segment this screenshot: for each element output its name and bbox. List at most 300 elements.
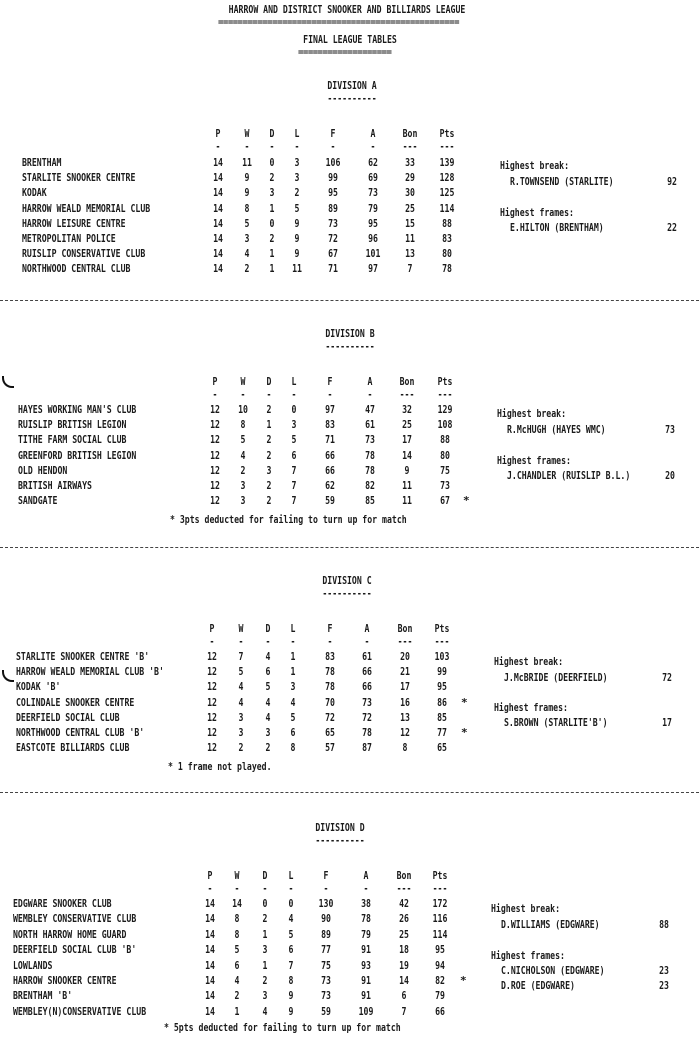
table-cell: 8 — [244, 203, 250, 215]
table-cell: 96 — [368, 233, 378, 245]
division-title-underline: ---------- — [325, 341, 375, 353]
table-cell: 85 — [365, 495, 375, 507]
table-cell: 95 — [437, 681, 447, 693]
team-name: NORTHWOOD CENTRAL CLUB — [22, 263, 131, 275]
table-cell: 59 — [325, 495, 335, 507]
column-header-rule: - — [330, 141, 336, 153]
column-header: Pts — [437, 376, 453, 388]
column-header-rule: - — [370, 141, 376, 153]
table-cell: 33 — [405, 157, 415, 169]
column-header-rule: - — [238, 636, 244, 648]
table-cell: 95 — [435, 944, 445, 956]
team-name: WEMBLEY(N)CONSERVATIVE CLUB — [13, 1006, 147, 1018]
table-cell: 2 — [262, 913, 268, 925]
table-cell: 80 — [442, 248, 452, 260]
table-cell: 6 — [234, 960, 240, 972]
table-cell: 78 — [361, 913, 371, 925]
table-cell: 89 — [321, 929, 331, 941]
table-cell: 2 — [266, 404, 272, 416]
table-cell: 91 — [361, 990, 371, 1002]
table-cell: 8 — [288, 975, 294, 987]
table-cell: 0 — [288, 898, 294, 910]
column-header: L — [294, 128, 300, 140]
table-cell: 65 — [437, 742, 447, 754]
highest-frames-player: S.BROWN (STARLITE'B') — [504, 717, 608, 729]
table-cell: 2 — [234, 990, 240, 1002]
table-cell: 26 — [399, 913, 409, 925]
team-name: HAYES WORKING MAN'S CLUB — [18, 404, 137, 416]
table-cell: 75 — [440, 465, 450, 477]
table-cell: 19 — [399, 960, 409, 972]
table-cell: 11 — [402, 480, 412, 492]
team-name: EDGWARE SNOOKER CLUB — [13, 898, 112, 910]
column-header-rule: - — [367, 389, 373, 401]
team-name: EASTCOTE BILLIARDS CLUB — [16, 742, 130, 754]
table-cell: 12 — [210, 495, 220, 507]
highest-frames-value: 20 — [665, 470, 675, 482]
table-cell: 75 — [321, 960, 331, 972]
table-cell: 1 — [269, 248, 275, 260]
page-subtitle: FINAL LEAGUE TABLES — [303, 34, 397, 46]
table-cell: 3 — [269, 187, 275, 199]
table-cell: 0 — [269, 218, 275, 230]
column-header: W — [240, 376, 246, 388]
table-cell: 7 — [291, 465, 297, 477]
column-header-rule: - — [207, 883, 213, 895]
column-header-rule: - — [265, 636, 271, 648]
table-cell: 10 — [238, 404, 248, 416]
team-name: SANDGATE — [18, 495, 58, 507]
highest-frames-player: E.HILTON (BRENTHAM) — [510, 222, 604, 234]
table-cell: 14 — [213, 233, 223, 245]
table-cell: 2 — [265, 742, 271, 754]
table-cell: 65 — [325, 727, 335, 739]
table-cell: 97 — [325, 404, 335, 416]
table-cell: 3 — [238, 712, 244, 724]
table-cell: 101 — [365, 248, 381, 260]
table-cell: 73 — [368, 187, 378, 199]
table-cell: 3 — [290, 681, 296, 693]
table-cell: 0 — [269, 157, 275, 169]
table-cell: 14 — [213, 172, 223, 184]
table-cell: 2 — [262, 975, 268, 987]
table-cell: 9 — [288, 990, 294, 1002]
table-cell: 71 — [325, 434, 335, 446]
footnote: * 3pts deducted for failing to turn up for match — [170, 514, 407, 526]
asterisk-marker: * — [461, 726, 468, 739]
table-cell: 14 — [402, 450, 412, 462]
table-cell: 8 — [240, 419, 246, 431]
division-title: DIVISION B — [325, 328, 375, 340]
column-header: Bon — [396, 870, 412, 882]
column-header-rule: - — [240, 389, 246, 401]
column-header-rule: --- — [439, 141, 455, 153]
column-header-rule: - — [262, 883, 268, 895]
team-name: RUISLIP BRITISH LEGION — [18, 419, 127, 431]
table-cell: 12 — [207, 666, 217, 678]
table-cell: 109 — [358, 1006, 374, 1018]
table-cell: 2 — [266, 434, 272, 446]
table-cell: 99 — [328, 172, 338, 184]
table-cell: 9 — [294, 248, 300, 260]
table-cell: 5 — [291, 434, 297, 446]
table-cell: 1 — [269, 203, 275, 215]
table-cell: 2 — [269, 172, 275, 184]
table-cell: 62 — [325, 480, 335, 492]
column-header: P — [209, 623, 215, 635]
table-cell: 13 — [400, 712, 410, 724]
table-cell: 70 — [325, 697, 335, 709]
column-header-rule: - — [291, 389, 297, 401]
table-cell: 3 — [262, 944, 268, 956]
table-cell: 12 — [210, 450, 220, 462]
table-cell: 129 — [437, 404, 453, 416]
table-cell: 14 — [213, 203, 223, 215]
table-cell: 97 — [368, 263, 378, 275]
table-cell: 9 — [404, 465, 410, 477]
column-header-rule: - — [323, 883, 329, 895]
column-header: A — [370, 128, 376, 140]
table-cell: 14 — [213, 157, 223, 169]
table-cell: 79 — [361, 929, 371, 941]
table-cell: 14 — [213, 218, 223, 230]
table-cell: 4 — [290, 697, 296, 709]
team-name: KODAK 'B' — [16, 681, 61, 693]
table-cell: 3 — [294, 172, 300, 184]
team-name: HARROW LEISURE CENTRE — [22, 218, 126, 230]
table-cell: 66 — [325, 450, 335, 462]
table-cell: 9 — [244, 187, 250, 199]
table-cell: 12 — [207, 651, 217, 663]
division-title: DIVISION C — [322, 575, 372, 587]
highest-break-player: J.McBRIDE (DEERFIELD) — [504, 672, 608, 684]
section-separator — [0, 547, 699, 548]
column-header-rule: - — [215, 141, 221, 153]
table-cell: 1 — [269, 263, 275, 275]
table-cell: 114 — [432, 929, 448, 941]
table-cell: 99 — [437, 666, 447, 678]
table-cell: 106 — [325, 157, 341, 169]
table-cell: 12 — [207, 742, 217, 754]
highest-break-value: 73 — [665, 424, 675, 436]
table-cell: 6 — [290, 727, 296, 739]
column-header-rule: --- — [434, 636, 450, 648]
team-name: HARROW SNOOKER CENTRE — [13, 975, 117, 987]
table-cell: 2 — [266, 480, 272, 492]
column-header: D — [262, 870, 268, 882]
column-header-rule: - — [266, 389, 272, 401]
league-title: HARROW AND DISTRICT SNOOKER AND BILLIARDS LEAGUE — [228, 4, 466, 16]
column-header: Bon — [402, 128, 418, 140]
team-name: BRENTHAM 'B' — [13, 990, 73, 1002]
table-cell: 77 — [321, 944, 331, 956]
asterisk-marker: * — [460, 974, 467, 987]
table-cell: 4 — [262, 1006, 268, 1018]
column-header-rule: --- — [399, 389, 415, 401]
column-header-rule: - — [363, 883, 369, 895]
table-cell: 7 — [288, 960, 294, 972]
table-cell: 14 — [213, 248, 223, 260]
table-cell: 14 — [399, 975, 409, 987]
division-title: DIVISION A — [327, 80, 377, 92]
highest-break-value: 88 — [659, 919, 669, 931]
table-cell: 14 — [205, 960, 215, 972]
table-cell: 85 — [437, 712, 447, 724]
table-cell: 3 — [294, 157, 300, 169]
team-name: NORTH HARROW HOME GUARD — [13, 929, 127, 941]
table-cell: 3 — [266, 465, 272, 477]
table-cell: 78 — [442, 263, 452, 275]
table-cell: 25 — [399, 929, 409, 941]
team-name: STARLITE SNOOKER CENTRE 'B' — [16, 651, 150, 663]
highest-frames-player: D.ROE (EDGWARE) — [501, 980, 575, 992]
table-cell: 7 — [407, 263, 413, 275]
table-cell: 16 — [400, 697, 410, 709]
highest-frames-value: 23 — [659, 980, 669, 992]
table-cell: 1 — [234, 1006, 240, 1018]
column-header: A — [363, 870, 369, 882]
table-cell: 91 — [361, 944, 371, 956]
table-cell: 72 — [362, 712, 372, 724]
table-cell: 8 — [234, 913, 240, 925]
table-cell: 47 — [365, 404, 375, 416]
division-title-underline: ---------- — [322, 588, 372, 600]
table-cell: 94 — [435, 960, 445, 972]
table-cell: 5 — [234, 944, 240, 956]
section-separator — [0, 300, 699, 301]
highest-frames-label: Highest frames: — [500, 207, 574, 219]
table-cell: 130 — [318, 898, 334, 910]
table-cell: 12 — [210, 419, 220, 431]
table-cell: 83 — [325, 651, 335, 663]
table-cell: 12 — [210, 434, 220, 446]
table-cell: 57 — [325, 742, 335, 754]
team-name: DEERFIELD SOCIAL CLUB 'B' — [13, 944, 137, 956]
table-cell: 6 — [401, 990, 407, 1002]
highest-frames-label: Highest frames: — [497, 455, 571, 467]
table-cell: 9 — [294, 218, 300, 230]
table-cell: 3 — [262, 990, 268, 1002]
table-cell: 61 — [362, 651, 372, 663]
table-cell: 116 — [432, 913, 448, 925]
table-cell: 8 — [402, 742, 408, 754]
table-cell: 1 — [262, 929, 268, 941]
table-cell: 5 — [244, 218, 250, 230]
highest-frames-value: 23 — [659, 965, 669, 977]
table-cell: 5 — [294, 203, 300, 215]
table-cell: 14 — [232, 898, 242, 910]
table-cell: 71 — [328, 263, 338, 275]
table-cell: 32 — [402, 404, 412, 416]
page-subtitle-underline: =================== — [298, 48, 392, 58]
division-title-underline: ---------- — [315, 835, 365, 847]
table-cell: 66 — [435, 1006, 445, 1018]
table-cell: 4 — [238, 681, 244, 693]
team-name: OLD HENDON — [18, 465, 68, 477]
table-cell: 88 — [442, 218, 452, 230]
table-cell: 62 — [368, 157, 378, 169]
table-cell: 11 — [292, 263, 302, 275]
highest-frames-value: 22 — [667, 222, 677, 234]
table-cell: 4 — [265, 697, 271, 709]
team-name: HARROW WEALD MEMORIAL CLUB — [22, 203, 151, 215]
column-header: W — [238, 623, 244, 635]
column-header-rule: --- — [402, 141, 418, 153]
column-header: P — [215, 128, 221, 140]
table-cell: 2 — [266, 495, 272, 507]
team-name: HARROW WEALD MEMORIAL CLUB 'B' — [16, 666, 164, 678]
table-cell: 5 — [265, 681, 271, 693]
table-cell: 77 — [437, 727, 447, 739]
table-cell: 20 — [400, 651, 410, 663]
table-cell: 6 — [291, 450, 297, 462]
table-cell: 67 — [440, 495, 450, 507]
division-title: DIVISION D — [315, 822, 365, 834]
table-cell: 18 — [399, 944, 409, 956]
table-cell: 73 — [362, 697, 372, 709]
column-header-rule: - — [327, 389, 333, 401]
table-cell: 82 — [435, 975, 445, 987]
table-cell: 14 — [205, 913, 215, 925]
table-cell: 38 — [361, 898, 371, 910]
table-cell: 79 — [368, 203, 378, 215]
table-cell: 9 — [244, 172, 250, 184]
column-header-rule: - — [269, 141, 275, 153]
table-cell: 5 — [290, 712, 296, 724]
table-cell: 4 — [240, 450, 246, 462]
team-name: BRENTHAM — [22, 157, 62, 169]
table-cell: 73 — [321, 975, 331, 987]
table-cell: 61 — [365, 419, 375, 431]
column-header: F — [330, 128, 336, 140]
table-cell: 3 — [265, 727, 271, 739]
table-cell: 14 — [213, 263, 223, 275]
table-cell: 83 — [325, 419, 335, 431]
column-header: Pts — [439, 128, 455, 140]
table-cell: 9 — [294, 233, 300, 245]
table-cell: 88 — [440, 434, 450, 446]
column-header-rule: - — [364, 636, 370, 648]
table-cell: 2 — [244, 263, 250, 275]
highest-break-player: R.McHUGH (HAYES WMC) — [507, 424, 606, 436]
highest-break-value: 72 — [662, 672, 672, 684]
team-name: NORTHWOOD CENTRAL CLUB 'B' — [16, 727, 145, 739]
highest-break-value: 92 — [667, 176, 677, 188]
table-cell: 6 — [265, 666, 271, 678]
footnote: * 1 frame not played. — [168, 761, 272, 773]
table-cell: 14 — [213, 187, 223, 199]
table-cell: 12 — [400, 727, 410, 739]
highest-break-label: Highest break: — [494, 656, 564, 668]
highest-break-label: Highest break: — [491, 903, 561, 915]
table-cell: 29 — [405, 172, 415, 184]
column-header: Pts — [434, 623, 450, 635]
table-cell: 73 — [321, 990, 331, 1002]
table-cell: 73 — [328, 218, 338, 230]
table-cell: 3 — [240, 495, 246, 507]
highest-break-label: Highest break: — [497, 408, 567, 420]
column-header: F — [323, 870, 329, 882]
table-cell: 139 — [439, 157, 455, 169]
team-name: STARLITE SNOOKER CENTRE — [22, 172, 136, 184]
table-cell: 93 — [361, 960, 371, 972]
table-cell: 87 — [362, 742, 372, 754]
table-cell: 1 — [290, 666, 296, 678]
table-cell: 1 — [266, 419, 272, 431]
column-header: L — [290, 623, 296, 635]
table-cell: 9 — [288, 1006, 294, 1018]
table-cell: 3 — [244, 233, 250, 245]
table-cell: 3 — [291, 419, 297, 431]
table-cell: 12 — [207, 712, 217, 724]
team-name: KODAK — [22, 187, 47, 199]
column-header: A — [367, 376, 373, 388]
column-header: D — [265, 623, 271, 635]
table-cell: 13 — [405, 248, 415, 260]
table-cell: 4 — [238, 697, 244, 709]
table-cell: 8 — [290, 742, 296, 754]
table-cell: 72 — [328, 233, 338, 245]
table-cell: 4 — [234, 975, 240, 987]
highest-frames-label: Highest frames: — [494, 702, 568, 714]
table-cell: 78 — [365, 465, 375, 477]
table-cell: 15 — [405, 218, 415, 230]
column-header: D — [269, 128, 275, 140]
table-cell: 78 — [362, 727, 372, 739]
column-header-rule: --- — [437, 389, 453, 401]
team-name: DEERFIELD SOCIAL CLUB — [16, 712, 120, 724]
table-cell: 14 — [205, 898, 215, 910]
table-cell: 14 — [205, 944, 215, 956]
column-header-rule: - — [244, 141, 250, 153]
table-cell: 4 — [244, 248, 250, 260]
table-cell: 12 — [207, 697, 217, 709]
column-header: L — [288, 870, 294, 882]
asterisk-marker: * — [461, 696, 468, 709]
column-header-rule: - — [294, 141, 300, 153]
table-cell: 8 — [234, 929, 240, 941]
table-cell: 1 — [262, 960, 268, 972]
table-cell: 91 — [361, 975, 371, 987]
table-cell: 69 — [368, 172, 378, 184]
column-header-rule: --- — [432, 883, 448, 895]
highest-break-player: D.WILLIAMS (EDGWARE) — [501, 919, 600, 931]
highest-break-player: R.TOWNSEND (STARLITE) — [510, 176, 614, 188]
table-cell: 79 — [435, 990, 445, 1002]
table-cell: 6 — [288, 944, 294, 956]
table-cell: 2 — [240, 465, 246, 477]
table-cell: 17 — [400, 681, 410, 693]
column-header-rule: - — [209, 636, 215, 648]
table-cell: 78 — [365, 450, 375, 462]
table-cell: 4 — [288, 913, 294, 925]
table-cell: 172 — [432, 898, 448, 910]
column-header-rule: --- — [396, 883, 412, 895]
table-cell: 90 — [321, 913, 331, 925]
table-cell: 86 — [437, 697, 447, 709]
team-name: METROPOLITAN POLICE — [22, 233, 116, 245]
table-cell: 3 — [240, 480, 246, 492]
table-cell: 25 — [405, 203, 415, 215]
team-name: COLINDALE SNOOKER CENTRE — [16, 697, 135, 709]
table-cell: 12 — [210, 404, 220, 416]
column-header-rule: - — [288, 883, 294, 895]
division-title-underline: ---------- — [327, 93, 377, 105]
highest-frames-value: 17 — [662, 717, 672, 729]
table-cell: 25 — [402, 419, 412, 431]
column-header: F — [327, 623, 333, 635]
table-cell: 11 — [405, 233, 415, 245]
